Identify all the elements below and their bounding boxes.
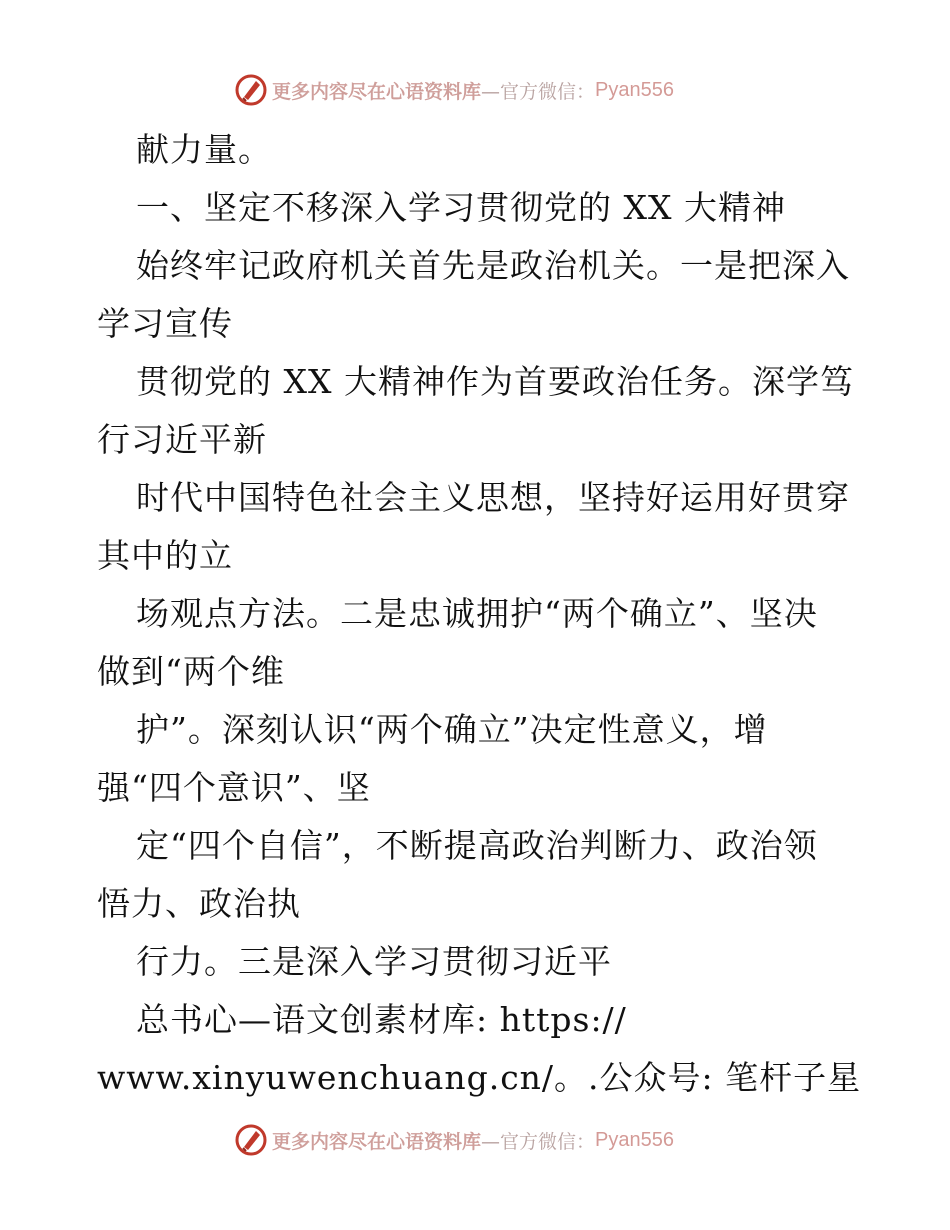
footer-banner-separator: —官方微信：	[481, 1130, 596, 1153]
footer-banner	[234, 1122, 714, 1158]
footer-banner-account: Pyan556	[595, 1128, 674, 1151]
body-line: 做到“两个维	[97, 652, 285, 691]
body-line: 定“四个自信”，不断提高政治判断力、政治领	[136, 826, 818, 865]
body-line: 学习宣传	[97, 304, 233, 343]
body-line: 悟力、政治执	[97, 884, 301, 923]
body-line: 献力量。	[136, 130, 272, 169]
header-banner-text: 更多内容尽在心语资料库	[272, 80, 482, 103]
body-line: 时代中国特色社会主义思想，坚持好运用好贯穿	[136, 478, 850, 517]
body-line: 场观点方法。二是忠诚拥护“两个确立”、坚决	[136, 594, 818, 633]
body-line: 始终牢记政府机关首先是政治机关。一是把深入	[136, 246, 850, 285]
header-banner-account: Pyan556	[595, 78, 674, 101]
body-line: 强“四个意识”、坚	[97, 768, 371, 807]
body-line: 贯彻党的 XX 大精神作为首要政治任务。深学笃	[136, 362, 854, 401]
footer-banner-text: 更多内容尽在心语资料库	[272, 1130, 482, 1153]
header-banner	[234, 72, 714, 108]
body-line: 总书心—语文创素材库: https://	[136, 1000, 627, 1039]
header-banner-separator: —官方微信：	[481, 80, 596, 103]
pen-nib-logo-icon	[234, 73, 268, 107]
pen-nib-logo-icon	[234, 1123, 268, 1157]
body-line: www.xinyuwenchuang.cn/。.公众号: 笔杆子星	[97, 1058, 862, 1097]
body-line: 其中的立	[97, 536, 233, 575]
section-heading: 一、坚定不移深入学习贯彻党的 XX 大精神	[136, 188, 786, 227]
body-line: 护”。深刻认识“两个确立”决定性意义，增	[136, 710, 768, 749]
body-line: 行习近平新	[97, 420, 267, 459]
body-line: 行力。三是深入学习贯彻习近平	[136, 942, 612, 981]
